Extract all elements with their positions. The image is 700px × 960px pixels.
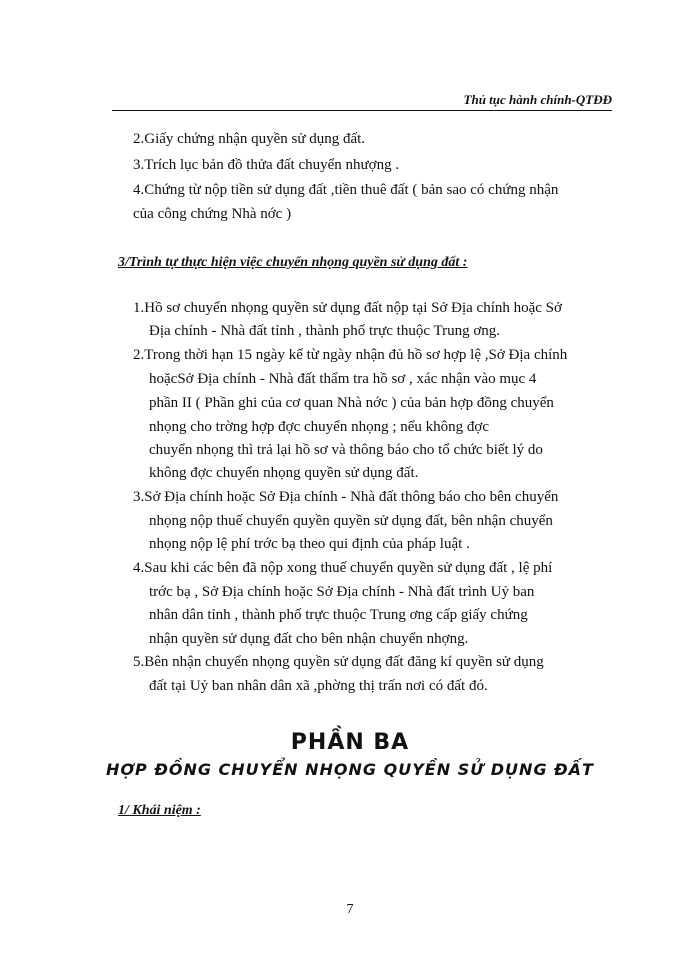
header-rule — [112, 110, 612, 111]
step-4-line-2: trớc bạ , Sở Địa chính hoặc Sở Địa chính - Nhà đất trình Uỷ ban — [149, 584, 535, 600]
running-header: Thủ tục hành chính-QTĐĐ — [463, 92, 612, 107]
step-2-line-4: nhọng cho trờng hợp đợc chuyển nhọng ; nếu không đợc — [149, 419, 490, 435]
step-2-line-2: hoặcSở Địa chính - Nhà đất thẩm tra hồ sơ , xác nhận vào mục 4 — [149, 371, 537, 387]
step-5-line-2: đất tại Uỷ ban nhân dân xã ,phờng thị trấn nơi có đất đó. — [149, 678, 488, 694]
part-three-title: PHẦN BA — [290, 730, 410, 755]
step-2-line-5: chuyển nhọng thì trả lại hồ sơ và thông báo cho tổ chức biết lý do — [149, 442, 543, 458]
doc-item-4-cont: của công chứng Nhà nớc ) — [133, 206, 292, 222]
doc-item-4: 4.Chứng từ nộp tiền sử dụng đất ,tiền thuê đất ( bản sao có chứng nhận — [133, 182, 559, 198]
page-number: 7 — [346, 902, 354, 917]
step-4-line-3: nhân dân tỉnh , thành phố trực thuộc Trung ơng cấp giấy chứng — [149, 607, 528, 623]
step-1-line-1: 1.Hồ sơ chuyển nhọng quyền sử dụng đất nộp tại Sở Địa chính hoặc Sở — [133, 300, 562, 316]
subsection-1-title: 1/ Khái niệm : — [118, 803, 201, 818]
doc-item-3: 3.Trích lục bản đồ thửa đất chuyển nhượng . — [133, 157, 400, 173]
step-3-line-3: nhọng nộp lệ phí trớc bạ theo qui định của pháp luật . — [149, 536, 470, 552]
doc-item-2: 2.Giấy chứng nhận quyền sử dụng đất. — [133, 131, 366, 147]
step-4-line-4: nhận quyền sử dụng đất cho bên nhận chuyển nhợng. — [149, 631, 469, 647]
step-2-line-6: không đợc chuyển nhọng quyền sử dụng đất. — [149, 465, 419, 481]
step-4-line-1: 4.Sau khi các bên đã nộp xong thuế chuyển quyền sử dụng đất , lệ phí — [133, 560, 553, 576]
step-5-line-1: 5.Bên nhận chuyển nhọng quyền sử dụng đất đăng kí quyền sử dụng — [133, 654, 544, 670]
step-3-line-2: nhọng nộp thuế chuyển quyền quyền sử dụng đất, bên nhận chuyển — [149, 513, 553, 529]
section-3-title: 3/Trình tự thực hiện việc chuyển nhọng quyền sử dụng đất : — [118, 255, 468, 270]
step-1-line-2: Địa chính - Nhà đất tỉnh , thành phố trực thuộc Trung ơng. — [149, 323, 501, 339]
step-2-line-1: 2.Trong thời hạn 15 ngày kể từ ngày nhận đủ hồ sơ hợp lệ ,Sở Địa chính — [133, 347, 568, 363]
step-2-line-3: phần II ( Phần ghi của cơ quan Nhà nớc ) của bản hợp đồng chuyển — [149, 395, 554, 411]
part-three-subtitle: HỢP ĐỒNG CHUYỂN NHỌNG QUYỀN SỬ DỤNG ĐẤT — [106, 760, 594, 779]
step-3-line-1: 3.Sở Địa chính hoặc Sở Địa chính - Nhà đất thông báo cho bên chuyển — [133, 489, 559, 505]
